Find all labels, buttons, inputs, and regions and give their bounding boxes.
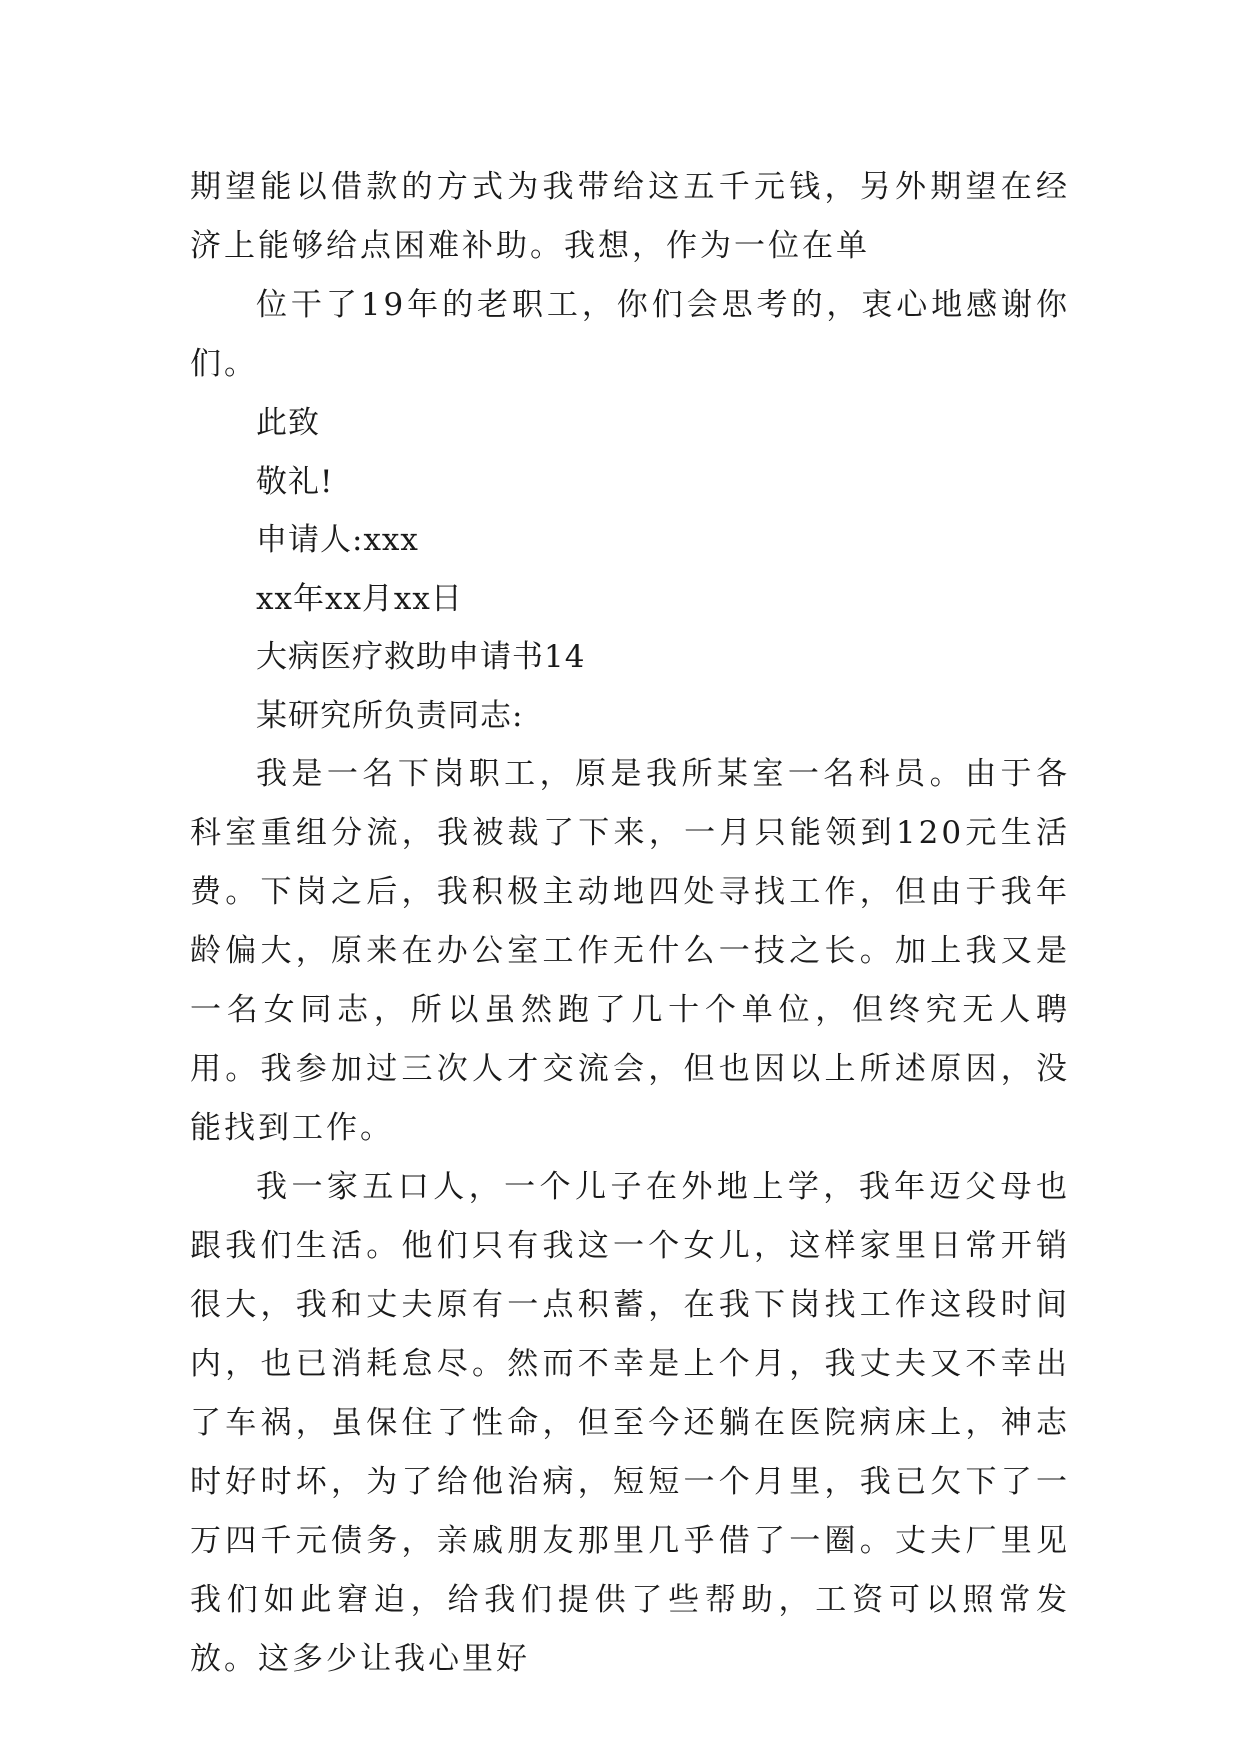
addressee: 某研究所负责同志:: [256, 697, 524, 734]
body-paragraph-1: 我是一名下岗职工，原是我所某室一名科员。由于各科室重组分流，我被裁了下来，一月只能领到120元生活费。下岗之后，我积极主动地四处寻找工作，但由于我年龄偏大，原来在办公室工作无什么一技之长。加上我又是一名女同志，所以虽然跑了几十个单位，但终究无人聘用。我参加过三次人才交流会，但也因以上所述原因，没能找到工作。: [190, 756, 1070, 1146]
applicant-line: 申请人:xxx: [256, 522, 419, 558]
date-line: xx年xx月xx日: [256, 580, 463, 617]
paragraph-1: 期望能以借款的方式为我带给这五千元钱，另外期望在经济上能够给点困难补助。我想，作为一位在单: [190, 169, 1070, 264]
paragraph-2: 位干了19年的老职工，你们会思考的，衷心地感谢你们。: [190, 287, 1070, 382]
section-title: 大病医疗救助申请书14: [256, 639, 586, 675]
body-paragraph-2: 我一家五口人，一个儿子在外地上学，我年迈父母也跟我们生活。他们只有我这一个女儿，这样家里日常开销很大，我和丈夫原有一点积蓄，在我下岗找工作这段时间内，也已消耗怠尽。然而不幸是上个月，我丈夫又不幸出了车祸，虽保住了性命，但至今还躺在医院病床上，神志时好时坏，为了给他治病，短短一个月里，我已欠下了一万四千元债务，亲戚朋友那里几乎借了一圈。丈夫厂里见我们如此窘迫，给我们提供了些帮助，工资可以照常发放。这多少让我心里好: [190, 1169, 1070, 1677]
closing-salutation: 此致: [256, 405, 320, 441]
document-body: [190, 158, 1070, 1689]
closing-regards: 敬礼!: [256, 463, 334, 500]
